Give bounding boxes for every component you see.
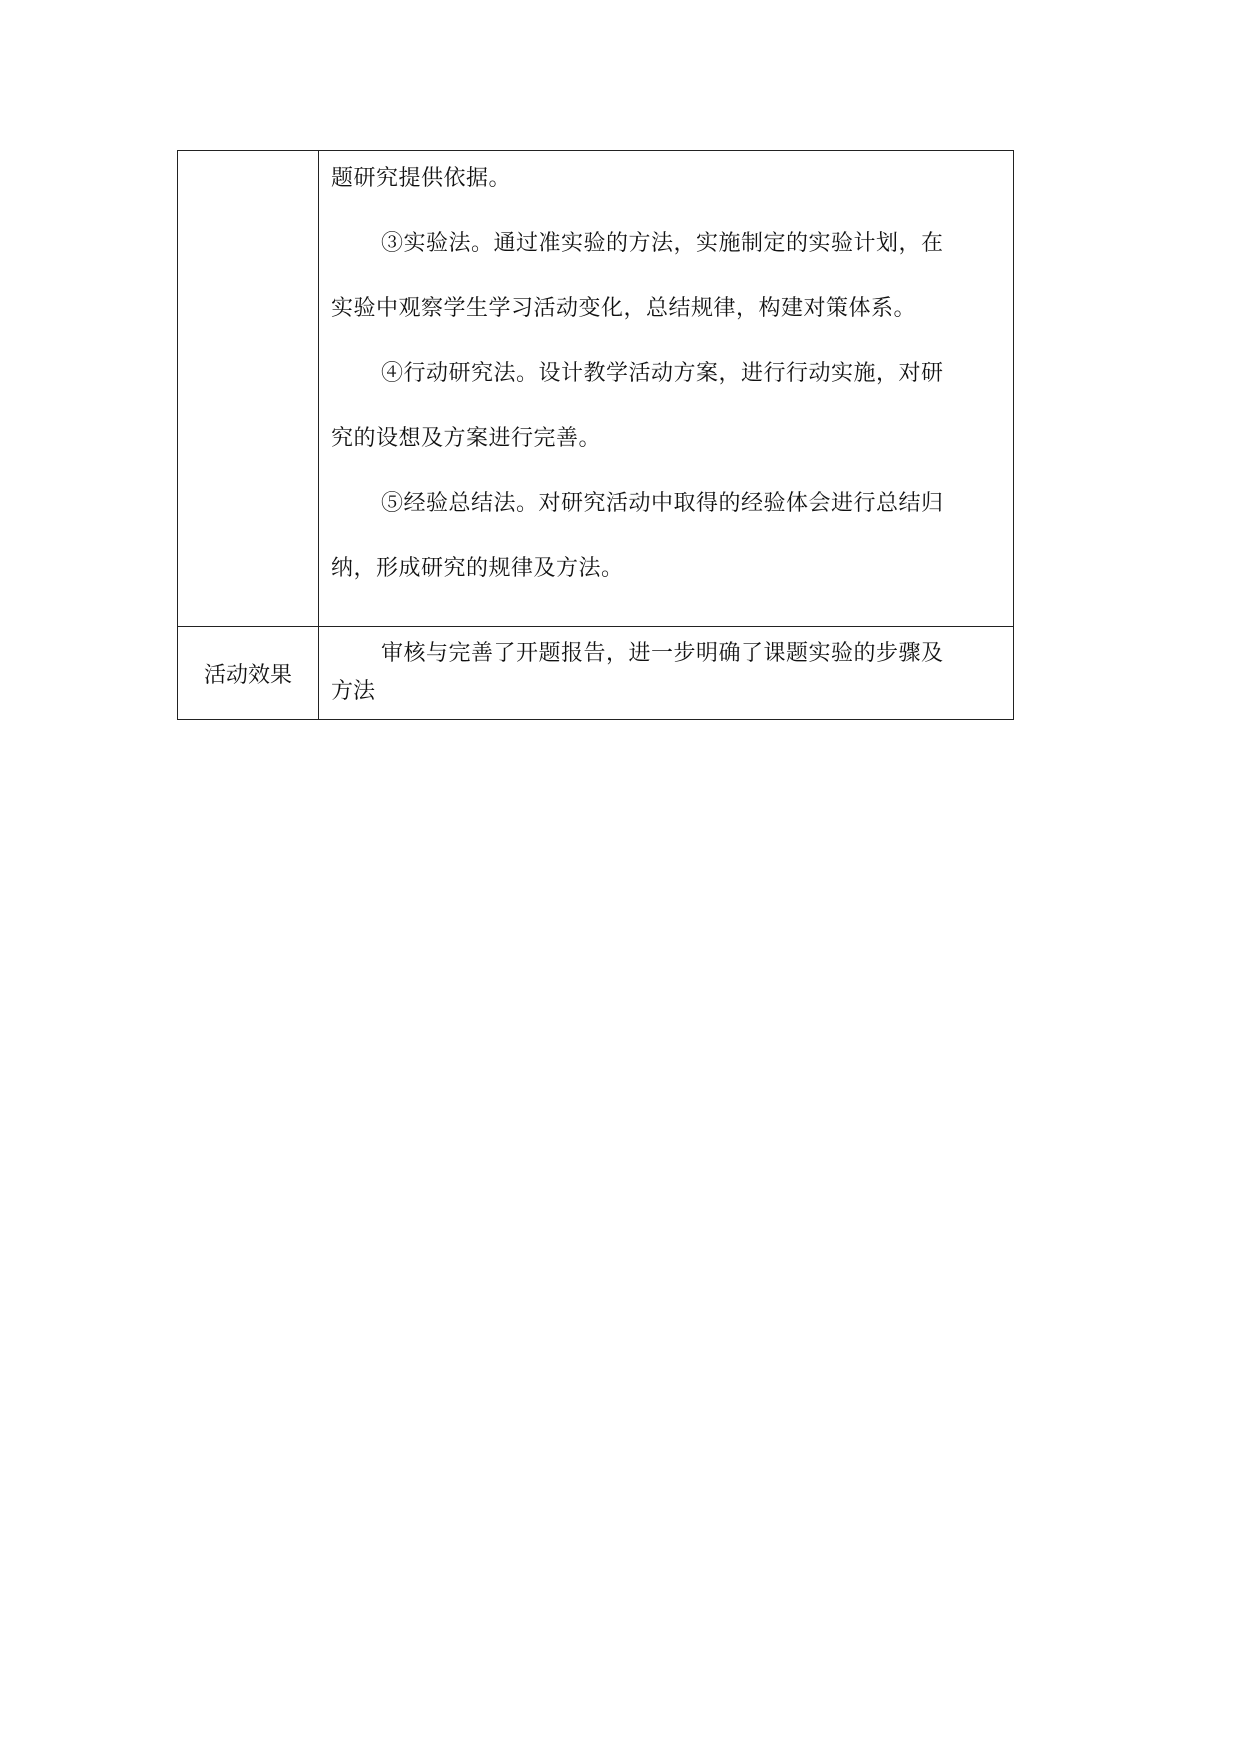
row-label-cell-empty bbox=[178, 151, 319, 627]
effect-text-line: 方法 bbox=[331, 679, 376, 704]
paragraph-line: 实验中观察学生学习活动变化，总结规律，构建对策体系。 bbox=[331, 296, 917, 321]
paragraph-line: ③实验法。通过准实验的方法，实施制定的实验计划，在 bbox=[381, 231, 944, 256]
document-table bbox=[177, 150, 1014, 720]
paragraph-line: 纳，形成研究的规律及方法。 bbox=[331, 556, 624, 581]
effect-text-line: 审核与完善了开题报告，进一步明确了课题实验的步骤及 bbox=[381, 641, 944, 666]
methods-content-cell bbox=[319, 151, 1014, 627]
table-row-methods bbox=[178, 151, 1014, 627]
activity-effect-content bbox=[319, 627, 1014, 720]
table-row-effect bbox=[178, 627, 1014, 720]
paragraph-line: 题研究提供依据。 bbox=[331, 166, 512, 191]
activity-effect-label: 活动效果 bbox=[178, 627, 319, 720]
paragraph-line: ⑤经验总结法。对研究活动中取得的经验体会进行总结归 bbox=[381, 491, 944, 516]
paragraph-line: ④行动研究法。设计教学活动方案，进行行动实施，对研 bbox=[381, 361, 944, 386]
paragraph-line: 究的设想及方案进行完善。 bbox=[331, 426, 602, 451]
